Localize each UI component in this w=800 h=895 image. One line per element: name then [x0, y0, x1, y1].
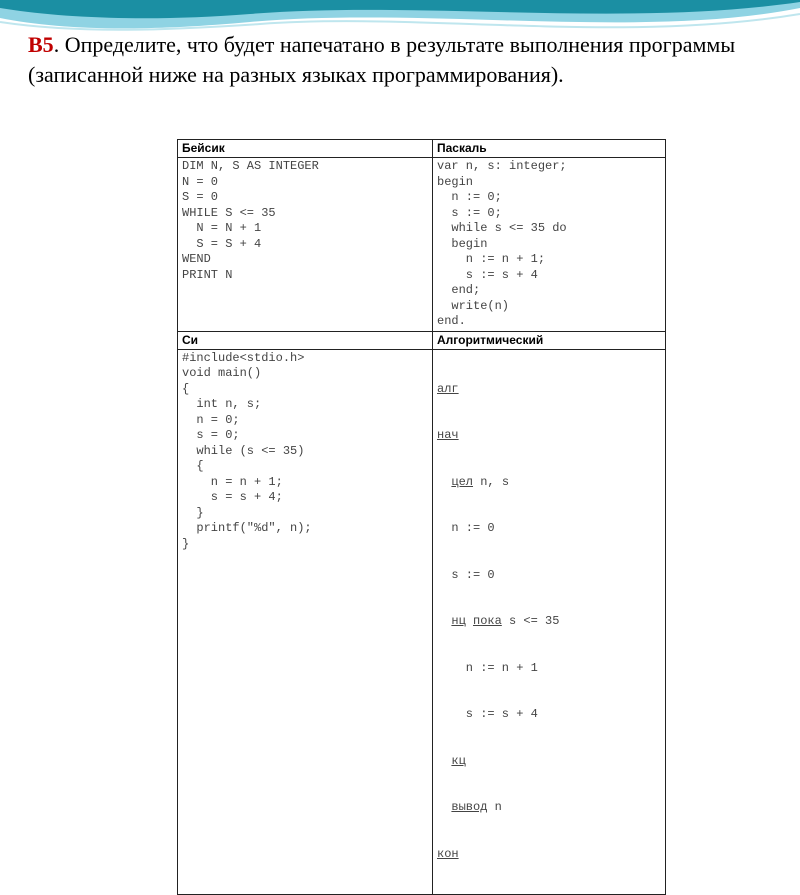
code-line: [437, 428, 661, 444]
code-text: s <= 35: [501, 614, 560, 628]
keyword: цел: [451, 474, 474, 489]
code-line: s := s + 4: [437, 707, 538, 721]
code-line: [437, 800, 661, 816]
pascal-header: Паскаль: [433, 140, 666, 158]
code-line: end;: [437, 283, 481, 297]
code-line: printf("%d", n);: [182, 521, 312, 535]
code-line: WEND: [182, 252, 211, 266]
code-line: s := s + 4: [437, 267, 538, 282]
keyword: нач: [437, 428, 459, 442]
code-line: n := n + 1;: [437, 252, 546, 266]
code-line: s = s + 4;: [182, 490, 283, 504]
code-line: int n, s;: [182, 397, 262, 411]
code-line: end.: [437, 314, 466, 328]
code-line: n = 0;: [182, 412, 240, 427]
code-text: n, s: [473, 474, 510, 489]
c-code: [178, 349, 433, 895]
question-number: B5: [28, 32, 54, 57]
keyword: вывод: [451, 800, 488, 814]
code-line: }: [182, 505, 204, 520]
basic-header: Бейсик: [178, 140, 433, 158]
keyword: нц: [451, 614, 466, 628]
code-line: {: [182, 381, 190, 396]
basic-code: [178, 158, 433, 332]
code-line: s := 0;: [437, 205, 502, 220]
code-line: while (s <= 35): [182, 443, 305, 458]
code-line: S = 0: [182, 190, 219, 204]
keyword: кон: [437, 846, 459, 861]
question-body: . Определите, что будет напечатано в результате выполнения программы (записанной ниже на разных языках программирования).: [28, 32, 736, 87]
code-line: [437, 475, 661, 491]
code-line: while s <= 35 do: [437, 221, 567, 235]
code-line: PRINT N: [182, 267, 233, 282]
code-line: N = 0: [182, 174, 219, 189]
code-line: [437, 614, 661, 630]
c-header: Си: [178, 331, 433, 349]
code-line: [437, 847, 661, 863]
question-text: [28, 30, 748, 90]
keyword: алг: [437, 381, 459, 396]
code-text: n: [487, 800, 502, 814]
code-table: [177, 139, 666, 895]
code-line: n := 0: [437, 521, 495, 535]
code-line: S = S + 4: [182, 236, 262, 251]
code-line: N = N + 1: [182, 221, 262, 235]
code-line: begin: [437, 174, 474, 189]
pascal-code: [433, 158, 666, 332]
code-line: [437, 382, 661, 398]
code-line: WHILE S <= 35: [182, 205, 276, 220]
code-line: n = n + 1;: [182, 474, 283, 489]
algo-header: Алгоритмический: [433, 331, 666, 349]
code-line: s = 0;: [182, 428, 240, 442]
code-line: write(n): [437, 298, 510, 313]
code-line: {: [182, 459, 204, 473]
code-line: }: [182, 536, 190, 551]
code-line: n := 0;: [437, 190, 502, 204]
code-line: DIM N, S AS INTEGER: [182, 159, 319, 173]
code-line: n := n + 1: [437, 660, 538, 675]
code-line: begin: [437, 236, 488, 251]
keyword: кц: [451, 753, 466, 768]
keyword: пока: [473, 614, 502, 628]
code-line: void main(): [182, 366, 262, 380]
code-line: [437, 754, 661, 770]
code-line: s := 0: [437, 567, 495, 582]
code-line: #include<stdio.h>: [182, 350, 305, 365]
code-line: var n, s: integer;: [437, 159, 567, 173]
algo-code: [433, 349, 666, 895]
